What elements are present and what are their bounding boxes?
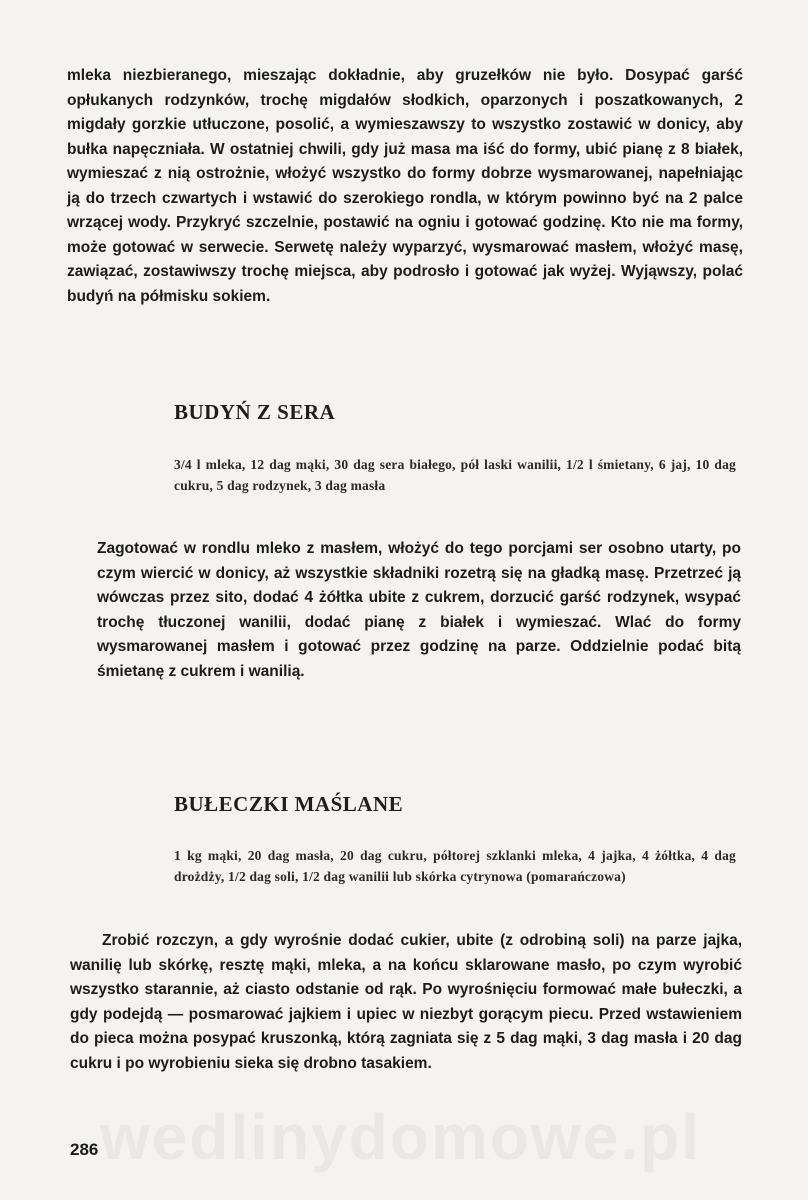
recipe-instructions-buleczki-maslane: Zrobić rozczyn, a gdy wyrośnie dodać cukier, ubite (z odrobiną soli) na parze jajka, wanilię lub skórkę, resztę mąki, mleka, a na końcu sklarowane masło, po czym wyrobić wszystko starannie, aż ciasto odstanie od rąk. Po wyrośnięciu formować małe bułeczki, a gdy podejdą — posmarować jajkiem i upiec w niezbyt gorącym piecu. Przed wstawieniem do pieca można posypać kruszonką, którą zagniata się z 5 dag mąki, 3 dag masła i 20 dag cukru i po wyrobieniu sieka się drobno tasakiem. bbox=[70, 932, 742, 1072]
recipe-instructions-budyn-z-sera: Zagotować w rondlu mleko z masłem, włożyć do tego porcjami ser osobno utarty, po czym wiercić w donicy, aż wszystkie składniki rozetrą się na gładką masę. Przetrzeć ją wówczas przez sito, dodać 4 żółtka ubite z cukrem, dorzucić garść rodzynek, wsypać trochę tłuczonej wanilii, dodać pianę z białek i wymieszać. Wlać do formy wysmarowanej masłem i gotować przez godzinę na parze. Oddzielnie podać bitą śmietanę z cukrem i wanilią. bbox=[97, 540, 741, 680]
recipe-title-budyn-z-sera: BUDYŃ Z SERA bbox=[174, 400, 336, 424]
intro-paragraph: mleka niezbieranego, mieszając dokładnie, aby gruzełków nie było. Dosypać garść opłukanych rodzynków, trochę migdałów słodkich, oparzonych i poszatkowanych, 2 migdały gorzkie utłuczone, posolić, a wymieszawszy to wszystko zostawić w donicy, aby bułka napęczniała. W ostatniej chwili, gdy już masa ma iść do formy, ubić pianę z 8 białek, wymieszać z nią ostrożnie, włożyć wszystko do formy dobrze wysmarowanej, napełniając ją do trzech czwartych i wstawić do szerokiego rondla, w którym powinno być na 2 palce wrzącej wody. Przykryć szczelnie, postawić na ogniu i gotować godzinę. Kto nie ma formy, może gotować w serwecie. Serwetę należy wyparzyć, wysmarować masłem, włożyć masę, zawiązać, zostawiwszy trochę miejsca, aby podrosło i gotować jak wyżej. Wyjąwszy, polać budyń na półmisku sokiem. bbox=[67, 67, 743, 305]
page-number: 286 bbox=[70, 1140, 99, 1159]
recipe-title-buleczki-maslane: BUŁECZKI MAŚLANE bbox=[174, 792, 404, 816]
watermark-text: wedlinydomowe.pl bbox=[100, 1101, 701, 1173]
recipe-ingredients-budyn-z-sera: 3/4 l mleka, 12 dag mąki, 30 dag sera białego, pół laski wanilii, 1/2 l śmietany, 6 jaj, 10 dag cukru, 5 dag rodzynek, 3 dag masła bbox=[174, 457, 736, 493]
recipe-ingredients-buleczki-maslane: 1 kg mąki, 20 dag masła, 20 dag cukru, półtorej szklanki mleka, 4 jajka, 4 żółtka, 4 dag drożdży, 1/2 dag soli, 1/2 dag wanilii lub skórka cytrynowa (pomarańczowa) bbox=[174, 848, 736, 884]
